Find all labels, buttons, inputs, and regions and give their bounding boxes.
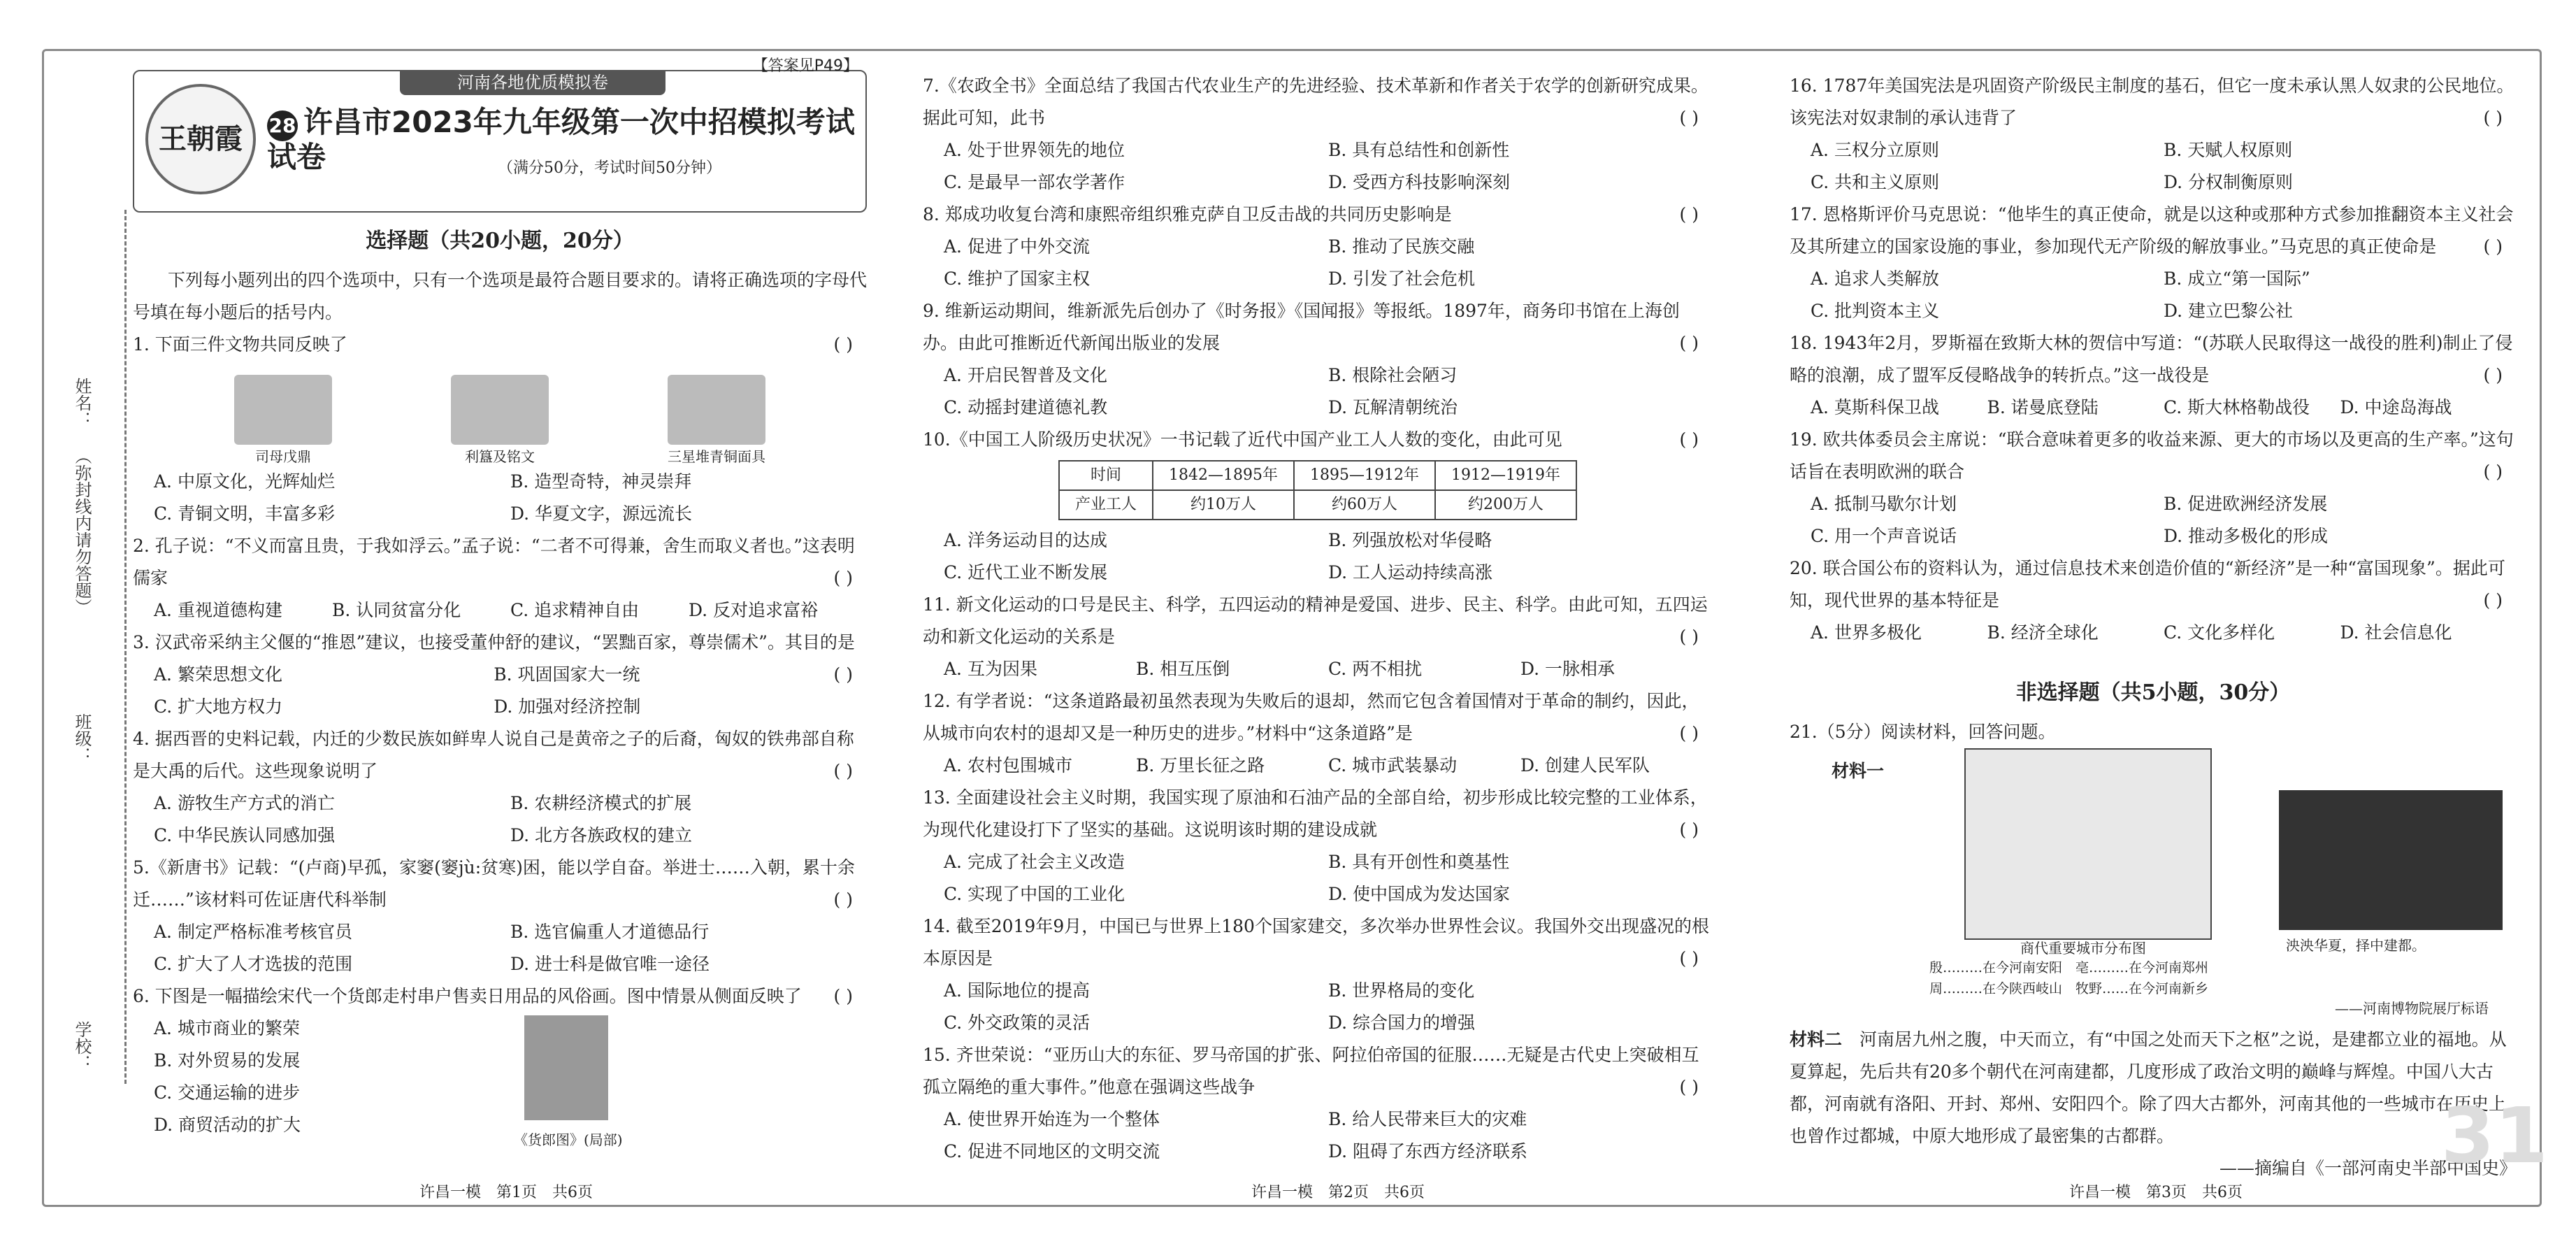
option[interactable]: C. 是最早一部农学著作 [944, 172, 1125, 192]
question-15 [923, 1039, 1713, 1168]
option[interactable]: A. 国际地位的提高 [944, 980, 1090, 1001]
q18-options [1790, 392, 2517, 424]
answer-paren[interactable]: ( ) [833, 889, 853, 910]
option[interactable]: D. 创建人民军队 [1520, 755, 1650, 775]
photo-caption: 泱泱华夏，择中建都。 [2286, 937, 2426, 954]
option[interactable]: B. 巩固国家大一统 [494, 664, 640, 685]
option[interactable]: C. 斯大林格勒战役 [2164, 397, 2310, 417]
seal-line [124, 210, 127, 1084]
q21-stem: 21.（5分）阅读材料，回答问题。 [1790, 722, 2056, 742]
option[interactable]: A. 完成了社会主义改造 [944, 852, 1125, 872]
q13-options [923, 846, 1713, 910]
option[interactable]: D. 中途岛海战 [2340, 397, 2452, 417]
question-18 [1790, 327, 2517, 424]
option[interactable]: D. 进士科是做官唯一途径 [510, 954, 710, 974]
q10-options [923, 524, 1713, 589]
option[interactable]: A. 世界多极化 [1811, 622, 1922, 643]
option[interactable]: A. 洋务运动目的达成 [944, 530, 1107, 550]
option[interactable]: C. 扩大地方权力 [154, 696, 283, 717]
option[interactable]: C. 用一个声音说话 [1811, 526, 1957, 546]
question-9 [923, 295, 1713, 424]
q11-options [923, 653, 1713, 685]
painting-caption: 《货郎图》(局部) [514, 1131, 623, 1148]
option[interactable]: B. 天赋人权原则 [2164, 140, 2293, 160]
option[interactable]: D. 阻碍了东西方经济联系 [1328, 1141, 1528, 1161]
question-2 [133, 530, 867, 627]
q20-stem: 20. 联合国公布的资料认为，通过信息技术来创造价值的“新经济”是一种“富国现象”。据此可知，现代世界的基本特征是 [1790, 558, 2505, 610]
q10-stem: 10.《中国工人阶级历史状况》一书记载了近代中国产业工人人数的变化，由此可见 [923, 429, 1562, 450]
q14-options [923, 975, 1713, 1039]
material-1 [1790, 748, 2517, 979]
question-5 [133, 852, 867, 980]
option[interactable]: B. 推动了民族交融 [1328, 236, 1475, 257]
table-cell: 约200万人 [1435, 490, 1576, 520]
map-legend: 殷………在今河南安阳 亳………在今河南郑州 [1929, 960, 2209, 975]
answer-paren[interactable]: ( ) [2483, 590, 2503, 610]
option[interactable]: D. 建立巴黎公社 [2164, 301, 2294, 321]
answer-paren[interactable]: ( ) [2483, 236, 2503, 257]
material-2-label: 材料二 [1790, 1029, 1843, 1050]
q2-stem: 2. 孔子说：“不义而富且贵，于我如浮云。”孟子说：“二者不可得兼，舍生而取义者也。”这表明儒家 [133, 536, 855, 588]
table-cell: 约10万人 [1153, 490, 1294, 520]
instructions: 下列每小题列出的四个选项中，只有一个选项是最符合题目要求的。请将正确选项的字母代号填在每小题后的括号内。 [133, 270, 868, 322]
artifact-caption: 司母戊鼎 [255, 448, 311, 465]
answer-paren[interactable]: ( ) [1679, 948, 1699, 968]
exam-title-text: 许昌市2023年九年级第一次中招模拟考试试卷 [267, 105, 855, 174]
q5-options [133, 916, 867, 980]
answer-paren[interactable]: ( ) [2483, 108, 2503, 128]
section-1-title: 选择题（共20小题，20分） [366, 229, 634, 253]
q11-stem: 11. 新文化运动的口号是民主、科学，五四运动的精神是爱国、进步、民主、科学。由此可知，五四运动和新文化运动的关系是 [923, 594, 1708, 647]
q17-stem: 17. 恩格斯评价马克思说：“他毕生的真正使命，就是以这种或那种方式参加推翻资本主义社会及其所建立的国家设施的事业，参加现代无产阶级的解放事业。”马克思的真正使命是 [1790, 204, 2514, 257]
question-12 [923, 685, 1713, 782]
answer-paren[interactable]: ( ) [2483, 462, 2503, 482]
option[interactable]: A. 抵制马歇尔计划 [1811, 494, 1957, 514]
option[interactable]: C. 扩大了人才选拔的范围 [154, 954, 353, 974]
q14-stem: 14. 截至2019年9月，中国已与世界上180个国家建交，多次举办世界性会议。我国外交出现盛况的根本原因是 [923, 916, 1709, 968]
photo-source: ——河南博物院展厅标语 [2335, 1000, 2489, 1017]
school-label: 学校： [72, 1021, 92, 1071]
map-legend: 周………在今陕西岐山 牧野……在今河南新乡 [1929, 981, 2209, 996]
column-3 [1790, 70, 2517, 1185]
question-11 [923, 589, 1713, 685]
option[interactable]: A. 处于世界领先的地位 [944, 140, 1125, 160]
option[interactable]: C. 两不相扰 [1328, 659, 1423, 679]
option[interactable]: D. 华夏文字，源远流长 [510, 503, 693, 524]
option[interactable]: D. 商贸活动的扩大 [154, 1115, 301, 1135]
option[interactable]: C. 城市武装暴动 [1328, 755, 1458, 775]
museum-photo [2279, 790, 2503, 930]
question-16 [1790, 70, 2517, 199]
q12-options [923, 750, 1713, 782]
option[interactable]: A. 繁荣思想文化 [154, 664, 282, 685]
name-label: 姓名： [72, 378, 92, 428]
option[interactable]: A. 互为因果 [944, 659, 1037, 679]
option[interactable]: B. 具有总结性和创新性 [1328, 140, 1510, 160]
artifact-caption: 三星堆青铜面具 [668, 448, 765, 465]
seal-note: （弥封线内请勿答题） [72, 448, 92, 615]
question-17 [1790, 199, 2517, 327]
option[interactable]: D. 一脉相承 [1520, 659, 1616, 679]
answer-paren[interactable]: ( ) [833, 664, 853, 685]
option[interactable]: C. 文化多样化 [2164, 622, 2275, 643]
table-row [1059, 490, 1576, 520]
answer-paren[interactable]: ( ) [1679, 333, 1699, 353]
option[interactable]: C. 促进不同地区的文明交流 [944, 1141, 1160, 1161]
option[interactable]: C. 批判资本主义 [1811, 301, 1940, 321]
option[interactable]: C. 外交政策的灵活 [944, 1013, 1091, 1033]
section-2-title: 非选择题（共5小题，30分） [2015, 680, 2291, 705]
option[interactable]: B. 诺曼底登陆 [1987, 397, 2099, 417]
q3-stem: 3. 汉武帝采纳主父偃的“推恩”建议，也接受董仲舒的建议，“罢黜百家，尊崇儒术”。其目的是 [133, 632, 855, 652]
option[interactable]: B. 相互压倒 [1136, 659, 1230, 679]
option[interactable]: A. 莫斯科保卫战 [1811, 397, 1939, 417]
artifact-mask [668, 375, 765, 466]
map-caption: 商代重要城市分布图 [2020, 940, 2146, 957]
q19-stem: 19. 欧共体委员会主席说：“联合意味着更多的收益来源、更大的市场以及更高的生产率。”这句话旨在表明欧洲的联合 [1790, 429, 2514, 482]
table-cell: 1912—1919年 [1435, 461, 1576, 490]
answer-paren[interactable]: ( ) [1679, 429, 1699, 450]
exam-subtitle: （满分50分，考试时间50分钟） [498, 159, 721, 177]
answer-paren[interactable]: ( ) [833, 334, 853, 355]
q6-options [133, 1013, 867, 1141]
answer-paren[interactable]: ( ) [1679, 108, 1699, 128]
footer-page-3: 许昌一模 第3页 共6页 [2069, 1184, 2243, 1201]
question-14 [923, 910, 1713, 1039]
option[interactable]: A. 使世界开始连为一个整体 [944, 1109, 1160, 1129]
q2-options [133, 594, 867, 627]
answer-paren[interactable]: ( ) [1679, 820, 1699, 840]
option[interactable]: A. 农村包围城市 [944, 755, 1072, 775]
q20-options [1790, 617, 2517, 649]
class-label: 班级： [72, 713, 92, 764]
huolang-painting [524, 1015, 608, 1120]
option[interactable]: D. 加强对经济控制 [494, 696, 641, 717]
q19-options [1790, 488, 2517, 552]
series-banner: 河南各地优质模拟卷 [400, 70, 665, 95]
option[interactable]: D. 受西方科技影响深刻 [1328, 172, 1511, 192]
artifact-ding [234, 375, 332, 466]
q15-options [923, 1103, 1713, 1168]
q17-options [1790, 263, 2517, 327]
q1-options [133, 466, 867, 530]
answer-paren[interactable]: ( ) [1679, 723, 1699, 743]
q8-stem: 8. 郑成功收复台湾和康熙帝组织雅克萨自卫反击战的共同历史影响是 [923, 204, 1452, 224]
option[interactable]: B. 万里长征之路 [1136, 755, 1265, 775]
answer-paren[interactable]: ( ) [833, 986, 853, 1006]
option[interactable]: D. 工人运动持续高涨 [1328, 562, 1493, 582]
option[interactable]: A. 追求人类解放 [1811, 269, 1939, 289]
q15-stem: 15. 齐世荣说：“亚历山大的东征、罗马帝国的扩张、阿拉伯帝国的征服……无疑是古代史上突破相互孤立隔绝的重大事件。”他意在强调这些战争 [923, 1045, 1699, 1097]
option[interactable]: D. 使中国成为发达国家 [1328, 884, 1511, 904]
artifact-caption: 利簋及铭文 [465, 448, 535, 465]
answer-ref: 【答案见P49】 [752, 57, 858, 75]
q9-options [923, 359, 1713, 424]
option[interactable]: A. 城市商业的繁荣 [154, 1018, 300, 1038]
option[interactable]: B. 经济全球化 [1987, 622, 2099, 643]
q7-options [923, 134, 1713, 199]
exam-number: 28 [267, 110, 298, 141]
option[interactable]: D. 分权制衡原则 [2164, 172, 2294, 192]
footer-page-1: 许昌一模 第1页 共6页 [419, 1184, 593, 1201]
option[interactable]: B. 农耕经济模式的扩展 [510, 793, 692, 813]
option[interactable]: B. 给人民带来巨大的灾难 [1328, 1109, 1527, 1129]
material-1-label: 材料一 [1832, 761, 1885, 781]
option[interactable]: D. 引发了社会危机 [1328, 269, 1476, 289]
question-3 [133, 627, 867, 723]
option[interactable]: B. 促进欧洲经济发展 [2164, 494, 2328, 514]
option[interactable]: A. 三权分立原则 [1811, 140, 1939, 160]
column-2 [923, 70, 1713, 1168]
option[interactable]: C. 维护了国家主权 [944, 269, 1091, 289]
gui-image [451, 375, 549, 445]
option[interactable]: B. 具有开创性和奠基性 [1328, 852, 1510, 872]
option[interactable]: A. 促进了中外交流 [944, 236, 1090, 257]
option[interactable]: A. 重视道德构建 [154, 600, 282, 620]
answer-paren[interactable]: ( ) [2483, 365, 2503, 385]
option[interactable]: B. 选官偏重人才道德品行 [510, 922, 710, 942]
option[interactable]: B. 对外贸易的发展 [154, 1050, 301, 1071]
option[interactable]: A. 中原文化，光辉灿烂 [154, 471, 335, 492]
option[interactable]: A. 制定严格标准考核官员 [154, 922, 352, 942]
option[interactable]: B. 成立“第一国际” [2164, 269, 2310, 289]
ding-image [234, 375, 332, 445]
option[interactable]: D. 社会信息化 [2340, 622, 2452, 643]
question-21 [1790, 716, 2517, 1185]
q13-stem: 13. 全面建设社会主义时期，我国实现了原油和石油产品的全部自给，初步形成比较完整的工业体系，为现代化建设打下了坚实的基础。这说明该时期的建设成就 [923, 787, 1708, 840]
question-7 [923, 70, 1713, 199]
option[interactable]: D. 瓦解清朝统治 [1328, 397, 1458, 417]
option[interactable]: C. 实现了中国的工业化 [944, 884, 1125, 904]
logo-text: 王朝霞 [159, 122, 243, 155]
material-2-text: 河南居九州之腹，中天而立，有“中国之处而天下之枢”之说，是建都立业的福地。从夏算起，先后共有20多个朝代在河南建都，几度形成了政治文明的巅峰与辉煌。中国八大古都，河南就有洛阳、开封、郑州、安阳四个。除了四大古都外，河南其他的一些城市在历史上也曾作过都城，中原大地形成了最密集的古都群。 [1790, 1029, 2507, 1146]
option[interactable]: D. 综合国力的增强 [1328, 1013, 1476, 1033]
q6-stem: 6. 下图是一幅描绘宋代一个货郎走村串户售卖日用品的风俗画。图中情景从侧面反映了 [133, 986, 802, 1006]
table-cell: 产业工人 [1059, 490, 1153, 520]
option[interactable]: C. 共和主义原则 [1811, 172, 1940, 192]
q18-stem: 18. 1943年2月，罗斯福在致斯大林的贺信中写道：“(苏联人民取得这一战役的胜利)制止了侵略的浪潮，成了盟军反侵略战争的转折点。”这一战役是 [1790, 333, 2513, 385]
option[interactable]: A. 游牧生产方式的消亡 [154, 793, 335, 813]
mask-image [668, 375, 765, 445]
worker-table [1058, 460, 1577, 520]
column-1 [133, 57, 868, 1148]
q3-options [133, 659, 834, 723]
question-1 [133, 329, 867, 530]
answer-paren[interactable]: ( ) [1679, 627, 1699, 647]
answer-paren[interactable]: ( ) [1679, 204, 1699, 224]
q16-options [1790, 134, 2517, 199]
material-2-source: ——摘编自《一部河南史半部中国史》 [2219, 1158, 2517, 1178]
q16-stem: 16. 1787年美国宪法是巩固资产阶级民主制度的基石，但它一度未承认黑人奴隶的公民地位。该宪法对奴隶制的承认违背了 [1790, 76, 2514, 128]
option[interactable]: C. 追求精神自由 [510, 600, 640, 620]
q1-stem: 1. 下面三件文物共同反映了 [133, 334, 347, 355]
q7-stem: 7.《农政全书》全面总结了我国古代农业生产的先进经验、技术革新和作者关于农学的创新研究成果。据此可知，此书 [923, 76, 1708, 128]
footer-page-2: 许昌一模 第2页 共6页 [1251, 1184, 1425, 1201]
q1-artifacts [133, 361, 867, 466]
shang-cities-map [1964, 748, 2212, 940]
q5-stem: 5.《新唐书》记载：“(卢商)早孤，家窭(窭jù:贫寒)困，能以学自奋。举进士……入朝，累十余迁……”该材料可佐证唐代科举制 [133, 857, 855, 910]
question-6 [133, 980, 867, 1148]
option[interactable]: A. 开启民智普及文化 [944, 365, 1107, 385]
table-cell: 1895—1912年 [1294, 461, 1435, 490]
q9-stem: 9. 维新运动期间，维新派先后创办了《时务报》《国闻报》等报纸。1897年，商务印书馆在上海创办。由此可推断近代新闻出版业的发展 [923, 301, 1680, 353]
q4-options [133, 787, 867, 852]
q8-options [923, 231, 1713, 295]
option[interactable]: B. 认同贫富分化 [332, 600, 461, 620]
question-19 [1790, 424, 2517, 552]
exam-header [133, 57, 867, 213]
answer-paren[interactable]: ( ) [1679, 1077, 1699, 1097]
option[interactable]: B. 造型奇特，神灵崇拜 [510, 471, 692, 492]
option[interactable]: B. 世界格局的变化 [1328, 980, 1475, 1001]
answer-paren[interactable]: ( ) [833, 761, 853, 781]
option[interactable]: C. 近代工业不断发展 [944, 562, 1108, 582]
option[interactable]: D. 北方各族政权的建立 [510, 825, 693, 845]
page-number: 31 [2440, 1091, 2548, 1180]
option[interactable]: D. 反对追求富裕 [689, 600, 819, 620]
option[interactable]: B. 列强放松对华侵略 [1328, 530, 1492, 550]
q12-stem: 12. 有学者说：“这条道路最初虽然表现为失败后的退却，然而它包含着国情对于革命的制约，因此，从城市向农村的退却又是一种历史的进步。”材料中“这条道路”是 [923, 691, 1699, 743]
answer-paren[interactable]: ( ) [833, 568, 853, 588]
table-cell: 约60万人 [1294, 490, 1435, 520]
brand-logo [145, 84, 256, 194]
question-8 [923, 199, 1713, 295]
table-row [1059, 461, 1576, 490]
option[interactable]: D. 推动多极化的形成 [2164, 526, 2329, 546]
table-cell: 1842—1895年 [1153, 461, 1294, 490]
question-10 [923, 424, 1713, 589]
question-13 [923, 782, 1713, 910]
table-cell: 时间 [1059, 461, 1153, 490]
option[interactable]: C. 动摇封建道德礼教 [944, 397, 1108, 417]
q4-stem: 4. 据西晋的史料记载，内迁的少数民族如鲜卑人说自己是黄帝之子的后裔，匈奴的铁弗部自称是大禹的后代。这些现象说明了 [133, 729, 854, 781]
question-4 [133, 723, 867, 852]
option[interactable]: B. 根除社会陋习 [1328, 365, 1458, 385]
question-20 [1790, 552, 2517, 649]
option[interactable]: C. 青铜文明，丰富多彩 [154, 503, 336, 524]
artifact-gui [451, 375, 549, 466]
option[interactable]: C. 中华民族认同感加强 [154, 825, 336, 845]
option[interactable]: C. 交通运输的进步 [154, 1082, 301, 1103]
